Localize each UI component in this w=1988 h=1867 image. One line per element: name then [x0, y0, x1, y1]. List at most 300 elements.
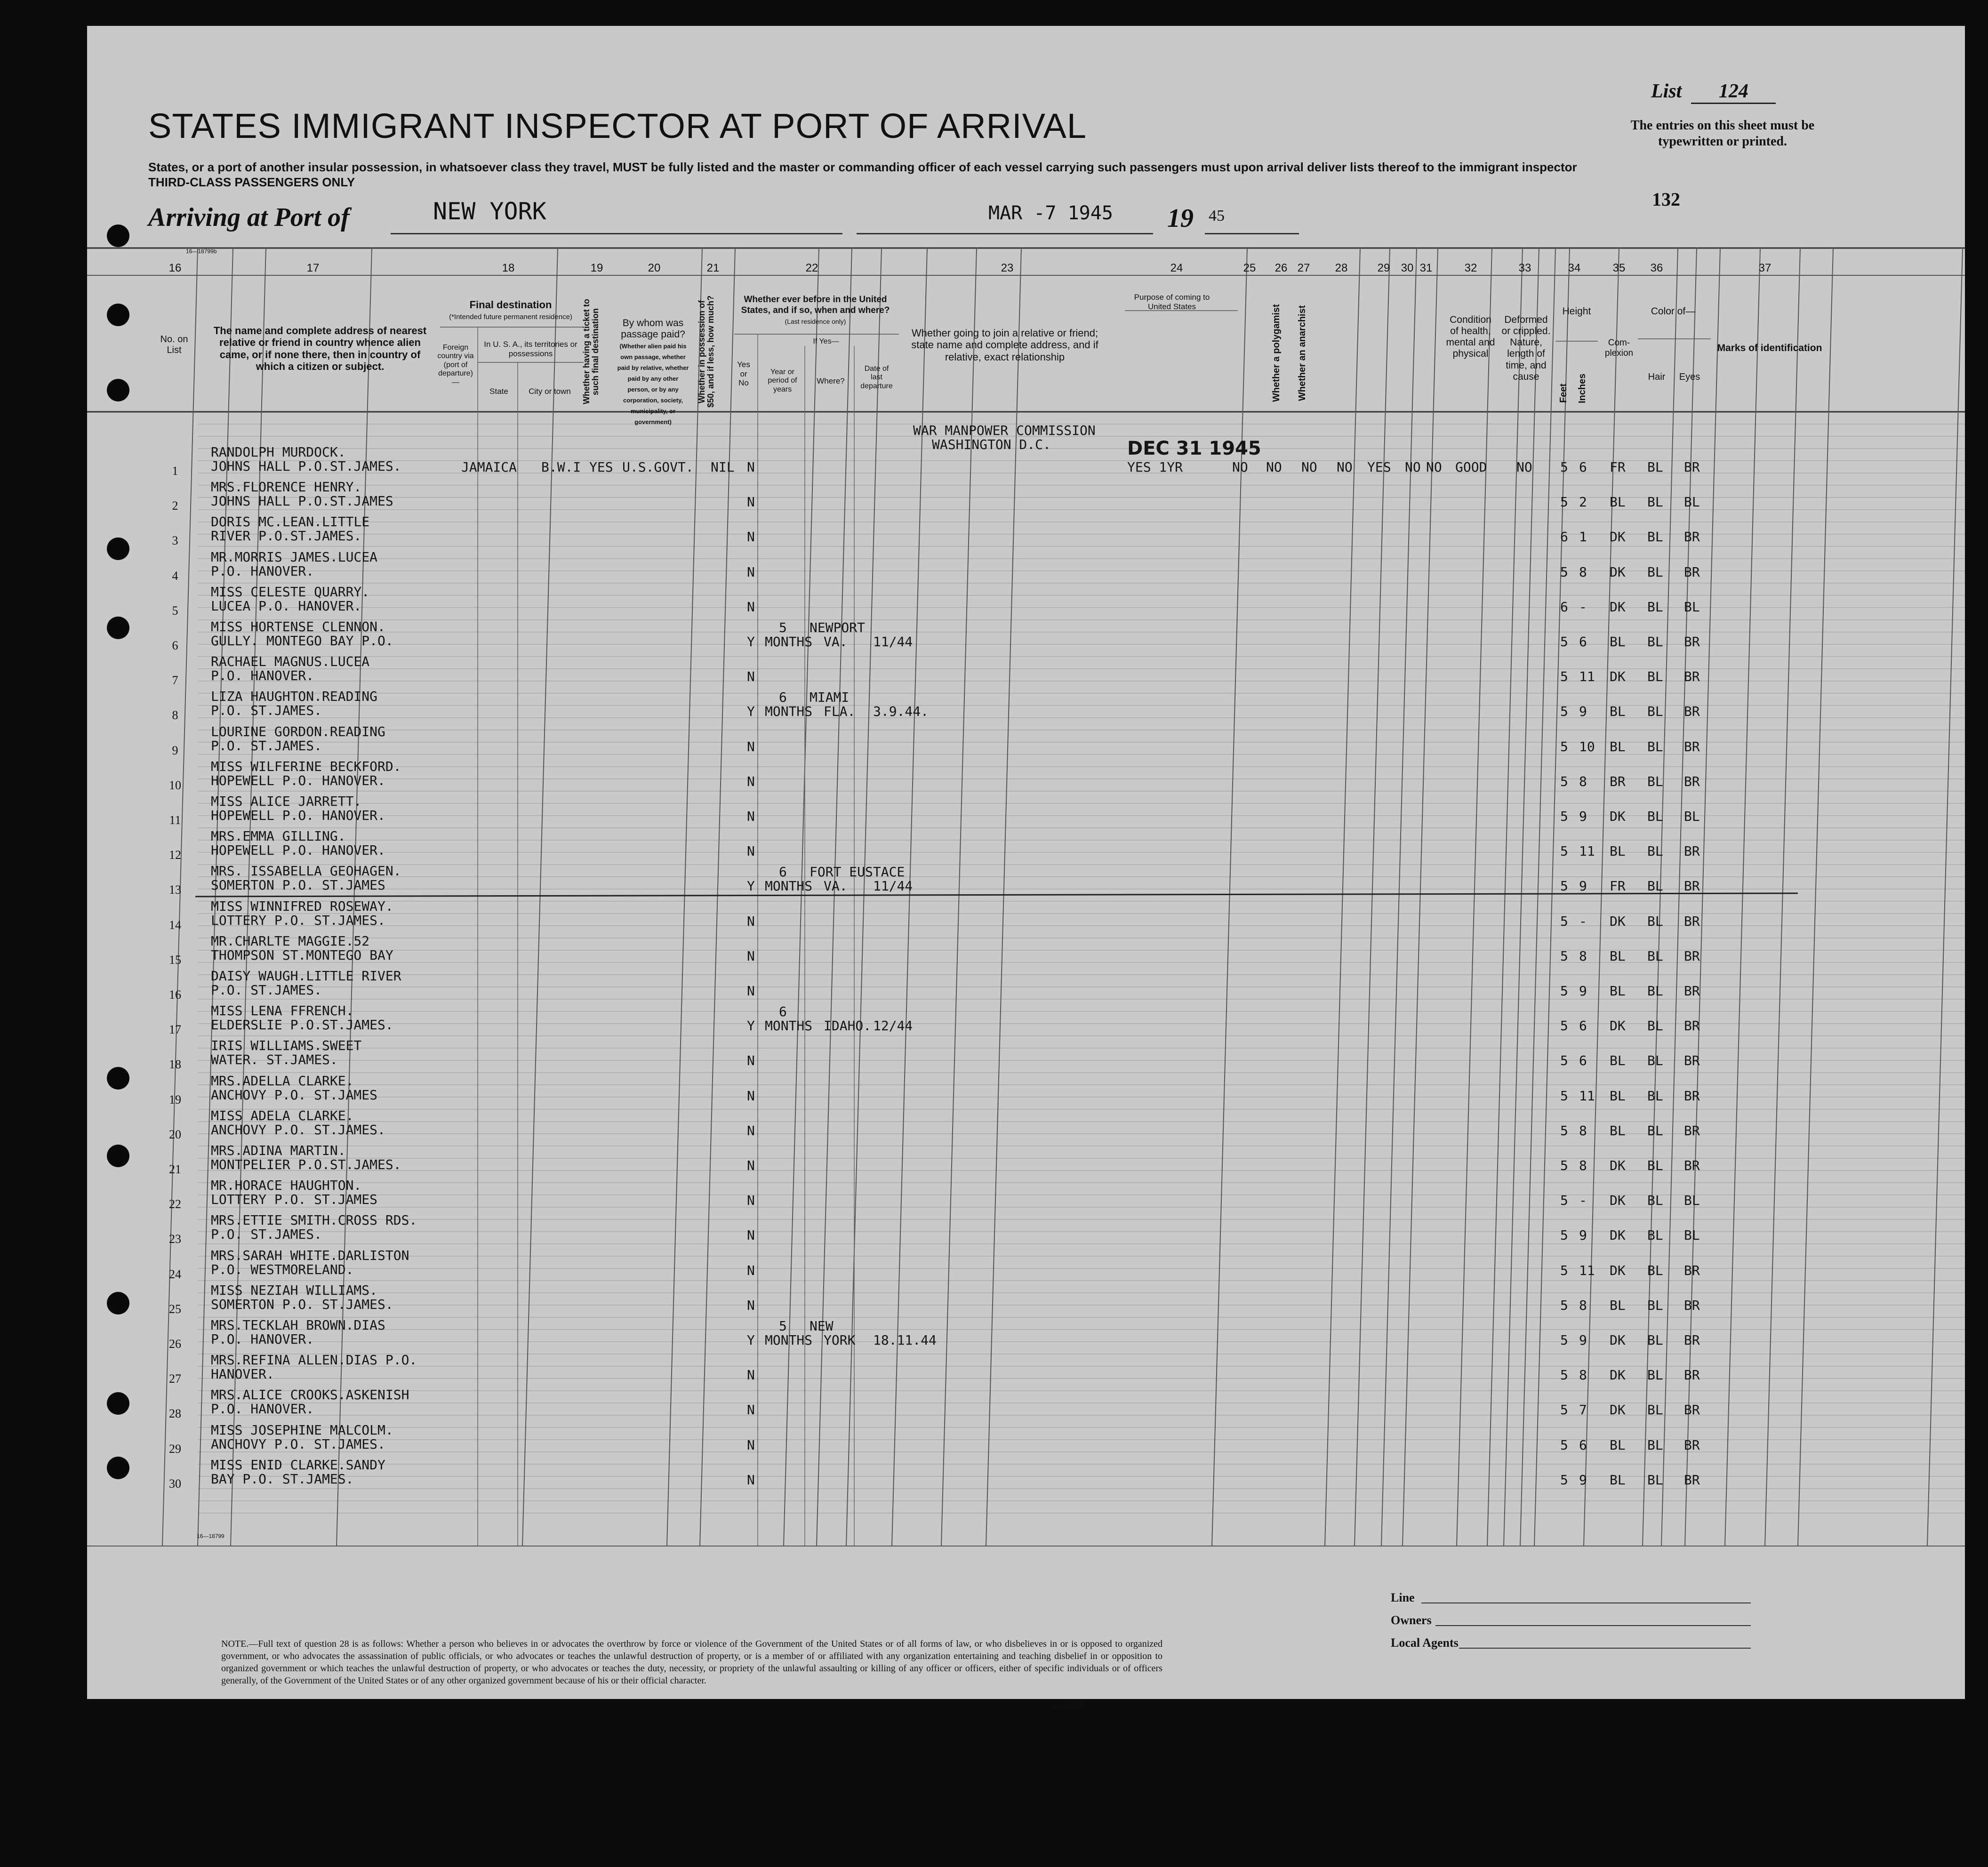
row-number: 11 — [169, 813, 181, 827]
relative-name: MISS CELESTE QUARRY. — [211, 584, 370, 600]
ever-before-yes-no: N — [747, 1122, 755, 1138]
row-number: 17 — [169, 1023, 181, 1037]
relative-name: MISS ADELA CLARKE. — [211, 1107, 354, 1123]
year-underline — [1205, 233, 1299, 234]
relative-address: P.O. ST.JAMES. — [211, 703, 322, 719]
complexion-value: BR — [1610, 773, 1626, 789]
column-rule — [1584, 248, 1619, 1546]
eye-color: BR — [1684, 634, 1700, 649]
relative-address: MONTPELIER P.O.ST.JAMES. — [211, 1157, 401, 1172]
column-number: 20 — [648, 262, 661, 274]
previous-city: FORT EUSTACE — [810, 864, 905, 880]
ever-before-yes-no: Y — [747, 634, 755, 649]
height-feet: 5 — [1560, 1402, 1568, 1418]
complexion-value: DK — [1610, 599, 1626, 615]
relative-address: JOHNS HALL P.O.ST.JAMES — [211, 493, 393, 509]
relative-name: MRS.ADINA MARTIN. — [211, 1143, 346, 1158]
ever-before-yes-no: N — [747, 1402, 755, 1418]
row-number: 4 — [172, 569, 178, 583]
eye-color: BL — [1684, 1227, 1700, 1243]
period-count: 6 — [779, 689, 787, 705]
relative-address: HANOVER. — [211, 1366, 274, 1382]
hair-color: BL — [1647, 564, 1663, 580]
complexion-value: DK — [1610, 1367, 1626, 1383]
column-number: 17 — [306, 262, 320, 274]
complexion-value: BL — [1610, 738, 1626, 754]
last-departure-date: 12/44 — [873, 1018, 913, 1034]
relative-address: P.O. ST.JAMES. — [211, 737, 322, 753]
ever-before-label: Whether ever before in the United States, and if so, when and where? — [741, 295, 890, 315]
height-feet: 5 — [1560, 1158, 1568, 1173]
eye-color: BR — [1684, 948, 1700, 964]
relative-name: MRS.REFINA ALLEN.DIAS P.O. — [211, 1352, 417, 1368]
eye-color: BL — [1684, 809, 1700, 824]
final-destination-label: Final destination — [469, 299, 552, 311]
row-number: 8 — [172, 708, 178, 722]
relative-name: MISS NEZIAH WILLIAMS. — [211, 1282, 378, 1298]
column-number: 29 — [1377, 262, 1390, 274]
polygamist-value: NO — [1266, 459, 1282, 475]
relative-address: P.O. ST.JAMES. — [211, 982, 322, 998]
period-unit: MONTHS — [765, 704, 813, 720]
column-number: 26 — [1275, 262, 1288, 274]
hair-color: BL — [1647, 1018, 1663, 1034]
height-feet: 5 — [1560, 1122, 1568, 1138]
hair-color: BL — [1647, 459, 1663, 475]
passage-paid-by: U.S.GOVT. — [622, 459, 694, 475]
hair-color: BL — [1647, 704, 1663, 720]
form-code-top: 16—18799b — [186, 248, 217, 255]
relative-address: ANCHOVY P.O. ST.JAMES. — [211, 1436, 385, 1452]
row-number: 29 — [169, 1442, 181, 1456]
column-number: 35 — [1612, 262, 1626, 274]
binder-hole — [107, 224, 129, 247]
header-no-on-list: No. on List — [160, 334, 188, 355]
height-inches: 9 — [1579, 983, 1587, 999]
period-count: 6 — [779, 1004, 787, 1020]
hair-color: BL — [1647, 1472, 1663, 1488]
ever-before-yes-no: N — [747, 529, 755, 545]
header-feet: Feet — [1558, 383, 1569, 403]
column-rule — [1534, 248, 1570, 1546]
row-number: 26 — [169, 1337, 181, 1351]
column-rule — [1765, 248, 1800, 1546]
height-feet: 5 — [1560, 1227, 1568, 1243]
eye-color: BR — [1684, 459, 1700, 475]
hair-color: BL — [1647, 669, 1663, 685]
eye-color: BR — [1684, 913, 1700, 929]
header-yes-no: Yes or No — [737, 360, 750, 388]
relative-name: MISS WILFERINE BECKFORD. — [211, 758, 401, 774]
height-inches: 6 — [1579, 1018, 1587, 1034]
height-inches: 11 — [1579, 669, 1595, 685]
height-inches: 8 — [1579, 1297, 1587, 1313]
relative-address: THOMPSON ST.MONTEGO BAY — [211, 947, 393, 963]
ever-before-yes-no: N — [747, 564, 755, 580]
relative-address: P.O. WESTMORELAND. — [211, 1261, 354, 1277]
column-rule — [1685, 248, 1720, 1546]
relative-name: DORIS MC.LEAN.LITTLE — [211, 514, 370, 530]
binder-hole — [107, 1457, 129, 1479]
complexion-value: BL — [1610, 1297, 1626, 1313]
header-height: Height — [1562, 306, 1591, 317]
money-value: NIL — [711, 459, 735, 475]
list-value: 124 — [1691, 80, 1776, 104]
height-feet: 5 — [1560, 1053, 1568, 1069]
row-number: 3 — [172, 534, 178, 548]
hair-color: BL — [1647, 1367, 1663, 1383]
complexion-value: DK — [1610, 1018, 1626, 1034]
relative-address: LOTTERY P.O. ST.JAMES — [211, 1192, 378, 1208]
column-number: 28 — [1335, 262, 1348, 274]
destination-country: JAMAICA — [461, 459, 517, 475]
year-prefix: 19 — [1167, 204, 1194, 233]
height-feet: 5 — [1560, 669, 1568, 685]
header-state: State — [489, 387, 508, 396]
col30-value: NO — [1405, 459, 1421, 475]
eye-color: BR — [1684, 738, 1700, 754]
eye-color: BR — [1684, 983, 1700, 999]
column-number: 32 — [1464, 262, 1477, 274]
column-rule — [892, 248, 927, 1546]
ever-before-yes-no: Y — [747, 704, 755, 720]
period-count: 6 — [779, 864, 787, 880]
height-inches: 1 — [1579, 529, 1587, 545]
row-number: 19 — [169, 1092, 181, 1106]
eye-color: BR — [1684, 773, 1700, 789]
hair-color: BL — [1647, 738, 1663, 754]
row-number: 23 — [169, 1232, 181, 1246]
relative-address: P.O. HANOVER. — [211, 1401, 314, 1417]
height-inches: 9 — [1579, 878, 1587, 894]
header-health: Condition of health, mental and physical — [1446, 314, 1495, 360]
page-title: STATES IMMIGRANT INSPECTOR AT PORT OF ARRIVAL — [148, 106, 1087, 145]
column-number: 19 — [590, 262, 603, 274]
relative-name: MISS HORTENSE CLENNON. — [211, 619, 385, 634]
sheet-number: 132 — [1652, 189, 1680, 210]
col31-value: NO — [1426, 459, 1442, 475]
ever-before-yes-no: N — [747, 983, 755, 999]
row-number: 16 — [169, 988, 181, 1002]
ever-before-yes-no: N — [747, 1227, 755, 1243]
binder-hole — [107, 1145, 129, 1167]
height-inches: 11 — [1579, 1262, 1595, 1278]
height-inches: 6 — [1579, 1437, 1587, 1453]
hair-color: BL — [1647, 1122, 1663, 1138]
eye-color: BR — [1684, 1437, 1700, 1453]
health-value: GOOD — [1455, 459, 1487, 475]
header-passage — [617, 318, 689, 427]
hair-color: BL — [1647, 529, 1663, 545]
relative-address: P.O. ST.JAMES. — [211, 1226, 322, 1242]
ever-before-yes-no: N — [747, 459, 755, 475]
ever-before-yes-no: Y — [747, 1018, 755, 1034]
relative-name: MRS.ALICE CROOKS.ASKENISH — [211, 1387, 409, 1403]
ticket-value: YES — [589, 459, 613, 475]
height-feet: 5 — [1560, 1018, 1568, 1034]
last-departure-date: 18.11.44 — [873, 1332, 937, 1348]
ever-before-yes-no: Y — [747, 1332, 755, 1348]
row-number: 27 — [169, 1372, 181, 1386]
height-inches: 6 — [1579, 634, 1587, 649]
height-feet: 5 — [1560, 704, 1568, 720]
col29-value: YES — [1367, 459, 1391, 475]
eye-color: BR — [1684, 564, 1700, 580]
header-marks: Marks of identification — [1717, 343, 1822, 353]
complexion-value: DK — [1610, 1227, 1626, 1243]
height-feet: 5 — [1560, 1297, 1568, 1313]
row-number: 1 — [172, 464, 178, 478]
height-inches: 9 — [1579, 1472, 1587, 1488]
height-inches: 6 — [1579, 459, 1587, 475]
eye-color: BL — [1684, 1193, 1700, 1209]
row-number: 6 — [172, 639, 178, 652]
relative-address: P.O. HANOVER. — [211, 563, 314, 579]
header-final-destination — [440, 299, 581, 322]
row-number: 7 — [172, 673, 178, 688]
period-unit: MONTHS — [765, 1018, 813, 1034]
hair-color: BL — [1647, 878, 1663, 894]
eye-color: BR — [1684, 1158, 1700, 1173]
anarchist-value: NO — [1301, 459, 1317, 475]
relative-name: MRS.ADELLA CLARKE. — [211, 1073, 354, 1089]
column-rule — [700, 248, 735, 1546]
relative-name: MR.CHARLTE MAGGIE.52 — [211, 933, 370, 949]
complexion-value: DK — [1610, 809, 1626, 824]
row-number: 22 — [169, 1197, 181, 1211]
hair-color: BL — [1647, 983, 1663, 999]
agents-underline — [1459, 1648, 1751, 1649]
height-inches: 2 — [1579, 494, 1587, 510]
eye-color: BR — [1684, 529, 1700, 545]
relative-address: LUCEA P.O. HANOVER. — [211, 598, 362, 614]
deportation-stamp: DEC 31 1945 — [1127, 438, 1261, 459]
hair-color: BL — [1647, 1262, 1663, 1278]
ever-before-yes-no: N — [747, 809, 755, 824]
ever-before-yes-no: N — [747, 1262, 755, 1278]
row-number: 24 — [169, 1267, 181, 1281]
typewritten-instruction: The entries on this sheet must be typewritten or printed. — [1630, 118, 1815, 149]
eye-color: BR — [1684, 1262, 1700, 1278]
period-unit: MONTHS — [765, 1332, 813, 1348]
row-number: 18 — [169, 1058, 181, 1072]
height-inches: 8 — [1579, 1158, 1587, 1173]
final-destination-note: (*Intended future permanent residence) — [449, 313, 572, 321]
column-rule — [1504, 248, 1539, 1546]
column-rule — [1661, 248, 1697, 1546]
owners-label: Owners — [1391, 1613, 1432, 1627]
height-feet: 5 — [1560, 843, 1568, 859]
height-inches: 6 — [1579, 1053, 1587, 1069]
column-rule — [1520, 248, 1555, 1546]
relative-name: RACHAEL MAGNUS.LUCEA — [211, 654, 370, 670]
complexion-value: BL — [1610, 634, 1626, 649]
relative-address: HOPEWELL P.O. HANOVER. — [211, 808, 385, 823]
column-rule — [1927, 248, 1963, 1546]
passage-label: By whom was passage paid? — [621, 318, 685, 340]
row-number: 30 — [169, 1476, 181, 1490]
header-eyes: Eyes — [1679, 372, 1700, 382]
complexion-value: BL — [1610, 1088, 1626, 1104]
hair-color: BL — [1647, 1088, 1663, 1104]
joining-line-1: WAR MANPOWER COMMISSION — [913, 423, 1096, 438]
ever-before-yes-no: N — [747, 773, 755, 789]
relative-address: RIVER P.O.ST.JAMES. — [211, 528, 362, 544]
ever-before-yes-no: N — [747, 1088, 755, 1104]
purpose-value: YES 1YR — [1127, 459, 1183, 475]
column-number: 34 — [1568, 262, 1581, 274]
hair-color: BL — [1647, 599, 1663, 615]
period-count: 5 — [779, 1318, 787, 1334]
ever-before-yes-no: N — [747, 494, 755, 510]
binder-hole — [107, 1292, 129, 1314]
eye-color: BR — [1684, 1018, 1700, 1034]
eye-color: BR — [1684, 1367, 1700, 1383]
ever-before-yes-no: N — [747, 669, 755, 685]
header-fifty-dollars: Whether in possession of $50, and if less, how much? — [697, 295, 715, 408]
column-rule — [1725, 248, 1760, 1546]
height-inches: 8 — [1579, 564, 1587, 580]
height-inches: 11 — [1579, 1088, 1595, 1104]
col28-value: NO — [1337, 459, 1353, 475]
relative-address: HOPEWELL P.O. HANOVER. — [211, 772, 385, 788]
height-feet: 5 — [1560, 1193, 1568, 1209]
binder-hole — [107, 304, 129, 326]
header-color-of: Color of— — [1651, 306, 1696, 317]
list-number — [1651, 80, 1776, 104]
hair-color: BL — [1647, 948, 1663, 964]
relative-name: IRIS WILLIAMS.SWEET — [211, 1038, 362, 1054]
row-number: 25 — [169, 1302, 181, 1316]
height-inches: 8 — [1579, 773, 1587, 789]
column-rule — [1355, 248, 1390, 1546]
column-number: 18 — [502, 262, 515, 274]
col25-value: NO — [1232, 459, 1248, 475]
relative-name: LOURINE GORDON.READING — [211, 723, 385, 739]
hair-color: BL — [1647, 773, 1663, 789]
column-number: 31 — [1419, 262, 1433, 274]
footer-code: 16—18799b — [1052, 1704, 1085, 1711]
eye-color: BR — [1684, 1053, 1700, 1069]
column-rule — [817, 248, 852, 1546]
height-feet: 5 — [1560, 738, 1568, 754]
header-purpose: Purpose of coming to United States — [1134, 293, 1210, 311]
ever-before-yes-no: Y — [747, 878, 755, 894]
column-number: 21 — [706, 262, 720, 274]
complexion-value: DK — [1610, 1193, 1626, 1209]
height-inches: 9 — [1579, 1227, 1587, 1243]
height-inches: - — [1579, 913, 1587, 929]
hair-color: BL — [1647, 1297, 1663, 1313]
hair-color: BL — [1647, 913, 1663, 929]
height-inches: - — [1579, 599, 1587, 615]
year-suffix: 45 — [1209, 207, 1225, 224]
relative-address: GULLY. MONTEGO BAY P.O. — [211, 633, 393, 649]
relative-name: MRS.SARAH WHITE.DARLISTON — [211, 1247, 409, 1263]
column-rule — [1457, 248, 1492, 1546]
previous-state: VA. — [824, 634, 848, 649]
port-underline — [391, 233, 842, 234]
relative-name: MRS.FLORENCE HENRY. — [211, 479, 362, 495]
column-rule — [667, 248, 702, 1546]
height-feet: 5 — [1560, 1262, 1568, 1278]
hair-color: BL — [1647, 1332, 1663, 1348]
complexion-value: DK — [1610, 1332, 1626, 1348]
complexion-value: BL — [1610, 494, 1626, 510]
relative-address: SOMERTON P.O. ST.JAMES — [211, 877, 385, 893]
column-rule — [1798, 248, 1833, 1546]
complexion-value: DK — [1610, 913, 1626, 929]
eye-color: BL — [1684, 494, 1700, 510]
row-number: 21 — [169, 1162, 181, 1176]
column-rule — [1325, 248, 1360, 1546]
column-rule — [1381, 248, 1417, 1546]
row-number: 10 — [169, 778, 181, 792]
height-feet: 6 — [1560, 599, 1568, 615]
relative-address: ANCHOVY P.O. ST.JAMES. — [211, 1122, 385, 1138]
height-feet: 5 — [1560, 1332, 1568, 1348]
hair-color: BL — [1647, 1053, 1663, 1069]
ever-before-yes-no: N — [747, 843, 755, 859]
complexion-value: BL — [1610, 1122, 1626, 1138]
complexion-value: FR — [1610, 459, 1626, 475]
complexion-value: BL — [1610, 948, 1626, 964]
complexion-value: BL — [1610, 843, 1626, 859]
row-number: 15 — [169, 953, 181, 967]
relative-name: MRS.ETTIE SMITH.CROSS RDS. — [211, 1212, 417, 1228]
header-polygamist: Whether a polygamist — [1271, 304, 1282, 402]
deformed-value: NO — [1516, 459, 1532, 475]
complexion-value: DK — [1610, 564, 1626, 580]
relative-address: HOPEWELL P.O. HANOVER. — [211, 842, 385, 858]
column-number: 22 — [805, 262, 818, 274]
hair-color: BL — [1647, 1437, 1663, 1453]
header-inches: Inches — [1577, 373, 1587, 403]
relative-name: MISS WINNIFRED ROSEWAY. — [211, 898, 393, 914]
relative-address: P.O. HANOVER. — [211, 1331, 314, 1347]
ever-before-note: (Last residence only) — [785, 318, 846, 325]
column-number: 33 — [1518, 262, 1531, 274]
height-inches: 7 — [1579, 1402, 1587, 1418]
eye-color: BL — [1684, 599, 1700, 615]
ever-before-yes-no: N — [747, 1437, 755, 1453]
complexion-value: FR — [1610, 878, 1626, 894]
column-rule — [522, 248, 558, 1546]
relative-name: MRS. ISSABELLA GEOHAGEN. — [211, 863, 401, 879]
relative-name: MISS ENID CLARKE.SANDY — [211, 1457, 385, 1473]
period-unit: MONTHS — [765, 634, 813, 649]
header-joining: Whether going to join a relative or friend; state name and complete address, and if relative, exact relationship — [911, 327, 1098, 363]
eye-color: BR — [1684, 878, 1700, 894]
relative-name: DAISY WAUGH.LITTLE RIVER — [211, 968, 401, 984]
previous-city: MIAMI — [810, 689, 850, 705]
relative-address: SOMERTON P.O. ST.JAMES. — [211, 1296, 393, 1312]
relative-name: MISS LENA FFRENCH. — [211, 1003, 354, 1019]
binder-hole — [107, 379, 129, 401]
complexion-value: DK — [1610, 529, 1626, 545]
height-feet: 5 — [1560, 983, 1568, 999]
column-number: 23 — [1001, 262, 1014, 274]
ever-before-yes-no: N — [747, 1053, 755, 1069]
complexion-value: BL — [1610, 983, 1626, 999]
hair-color: BL — [1647, 1193, 1663, 1209]
previous-city: NEW — [810, 1318, 834, 1334]
line-label: Line — [1391, 1591, 1415, 1604]
eye-color: BR — [1684, 1332, 1700, 1348]
height-feet: 5 — [1560, 1437, 1568, 1453]
last-departure-date: 11/44 — [873, 878, 913, 894]
form-code-bottom: 16—18799 — [197, 1533, 224, 1539]
